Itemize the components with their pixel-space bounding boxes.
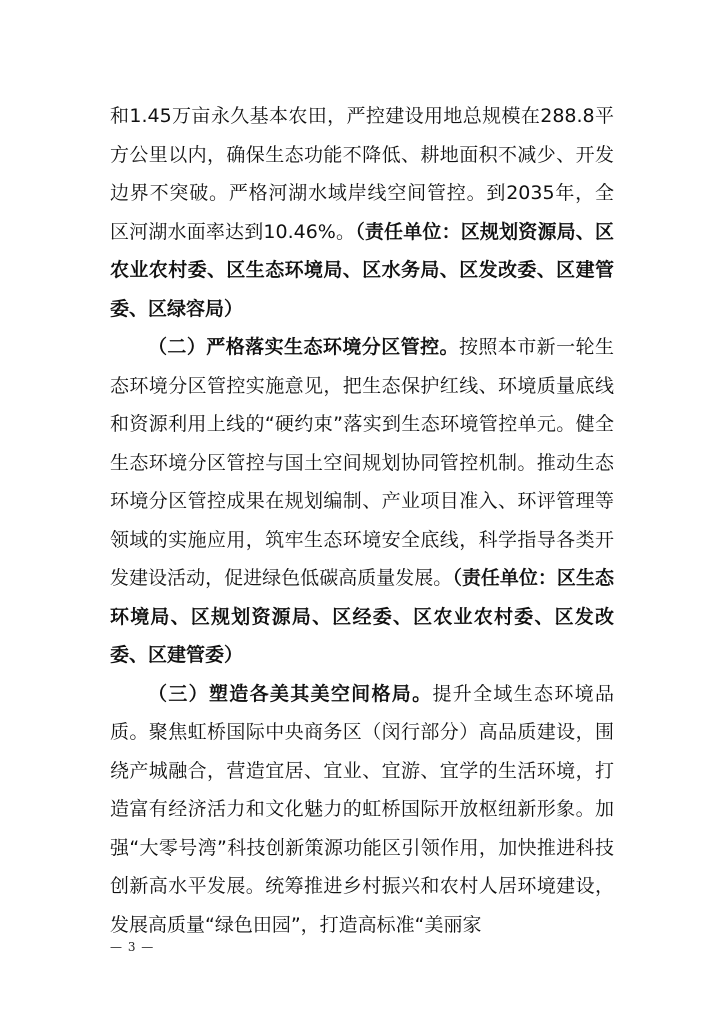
paragraph-2-responsibility: （责任单位：区生态环境局、区规划资源局、区经委、区农业农村委、区发改委、区建管委） [110,567,614,666]
paragraph-1-text: 和1.45万亩永久基本农田，严控建设用地总规模在288.8平方公里以内，确保生态功能不降低、耕地面积不减少、开发边界不突破。严格河湖水域岸线空间管控。到2035年，全区河湖水面率达到10.46%。 [110,105,614,243]
paragraph-3-text: 提升全域生态环境品质。聚焦虹桥国际中央商务区（闵行部分）高品质建设，围绕产城融合，营造宜居、宜业、宜游、宜学的生活环境，打造富有经济活力和文化魅力的虹桥国际开放枢纽新形象。加强“大零号湾”科技创新策源功能区引领作用，加快推进科技创新高水平发展。统筹推进乡村振兴和农村人居环境建设，发展高质量“绿色田园”，打造高标准“美丽家 [110,682,614,936]
paragraph-2 [110,328,614,675]
paragraph-1-responsibility: （责任单位：区规划资源局、区农业农村委、区生态环境局、区水务局、区发改委、区建管委、区绿容局） [110,220,614,320]
page-number: — 3 — [110,940,155,954]
paragraph-3 [110,675,614,945]
section-2-heading: （二）严格落实生态环境分区管控。 [148,336,459,358]
section-3-heading: （三）塑造各美其美空间格局。 [148,682,433,705]
paragraph-2-text: 按照本市新一轮生态环境分区管控实施意见，把生态保护红线、环境质量底线和资源利用上线的“硬约束”落实到生态环境管控单元。健全生态环境分区管控与国土空间规划协同管控机制。推动生态环境分区管控成果在规划编制、产业项目准入、环评管理等领域的实施应用，筑牢生态环境安全底线，科学指导各类开发建设活动，促进绿色低碳高质量发展。 [110,336,614,589]
paragraph-1 [110,97,614,328]
document-body [110,97,614,944]
